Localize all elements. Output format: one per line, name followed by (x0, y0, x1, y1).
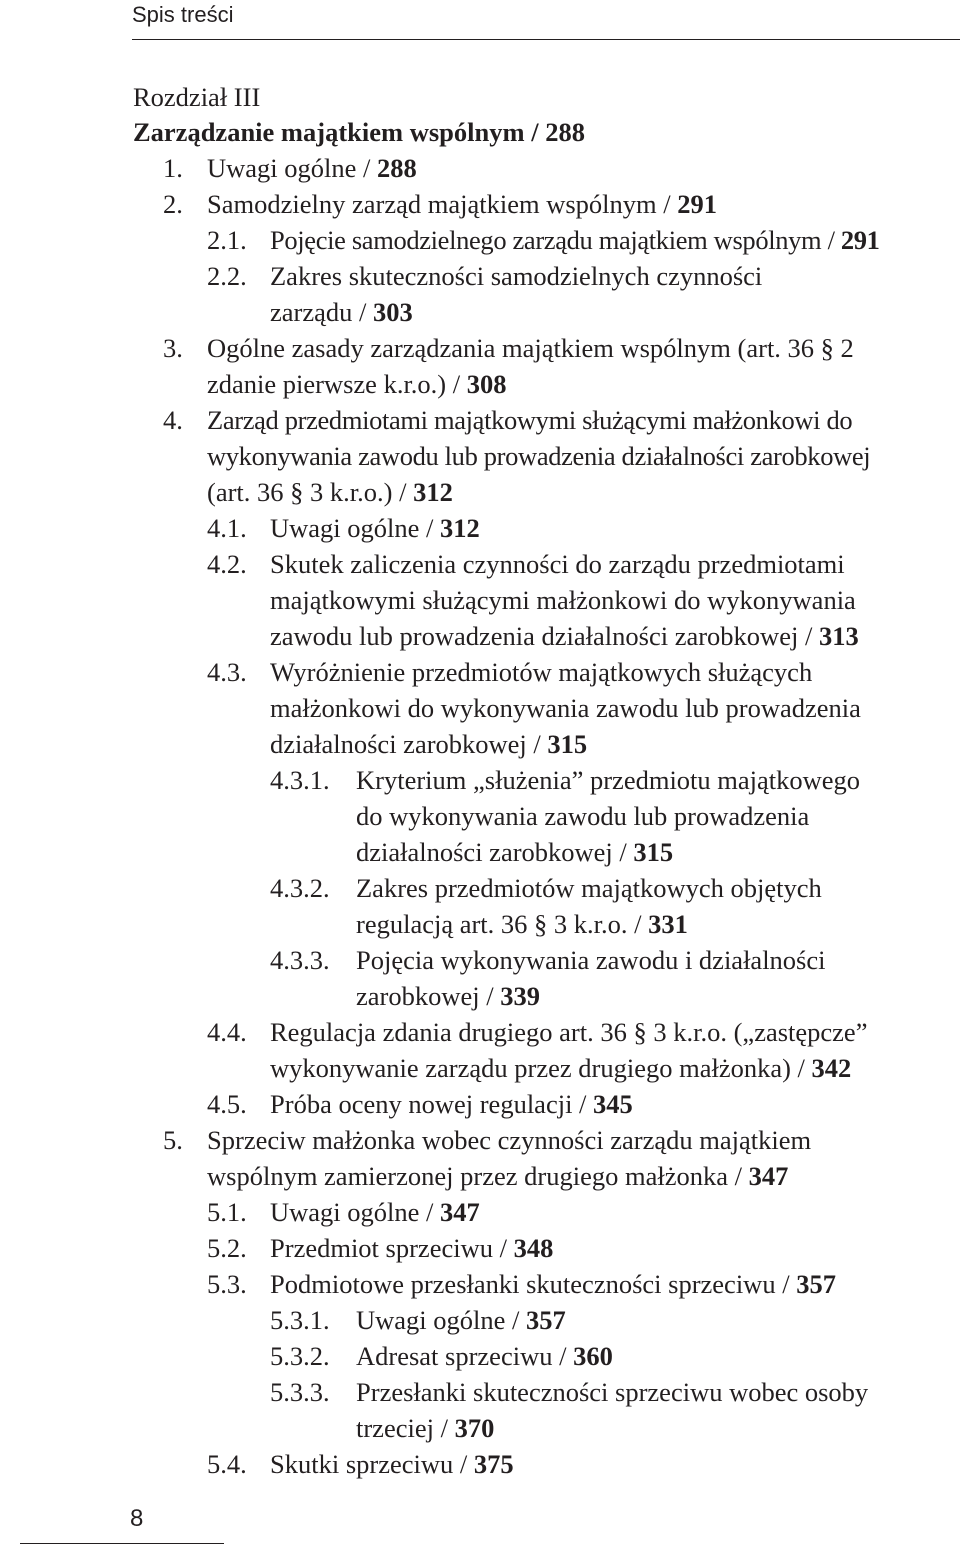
toc-text (356, 1338, 613, 1374)
toc-title: Samodzielny zarząd majątkiem wspólnym / (207, 189, 678, 219)
toc-page: 357 (526, 1305, 566, 1335)
toc-text: Wyróżnienie przedmiotów majątkowych służących (270, 657, 813, 687)
toc-number: 5.3.2. (270, 1341, 330, 1371)
toc-text (207, 366, 507, 402)
toc-page: 360 (573, 1341, 613, 1371)
toc-number: 4.1. (207, 513, 247, 543)
footer-rule (20, 1543, 224, 1544)
toc-text (270, 1266, 836, 1302)
toc-page: 375 (473, 1449, 514, 1479)
toc-text (270, 1050, 851, 1086)
toc-number: 5.3.1. (270, 1305, 330, 1335)
toc-page: 331 (648, 909, 688, 939)
toc-text (207, 474, 453, 510)
toc-page: 308 (466, 369, 507, 399)
toc-page: 342 (811, 1053, 852, 1083)
toc-number: 1. (163, 153, 183, 183)
toc-title: Uwagi ogólne / (270, 513, 441, 543)
chapter-title-sep: / (524, 117, 546, 147)
toc-number: 5.2. (207, 1233, 247, 1263)
toc-text: wykonywania zawodu lub prowadzenia działalności zarobkowej (207, 441, 871, 471)
toc-text: Kryterium „służenia” przedmiotu majątkowego (356, 765, 861, 795)
header-rule (132, 39, 960, 40)
toc-number: 4.3.3. (270, 945, 330, 975)
toc-title: działalności zarobkowej / (270, 729, 548, 759)
toc-text (270, 726, 587, 762)
toc-text: Regulacja zdania drugiego art. 36 § 3 k.r.o. („zastępcze” (270, 1017, 868, 1047)
toc-title: Uwagi ogólne / (270, 1197, 441, 1227)
toc-number: 5.1. (207, 1197, 247, 1227)
toc-text (270, 1230, 553, 1266)
toc-page: 312 (413, 477, 453, 507)
toc-title: Pojęcie samodzielnego zarządu majątkiem wspólnym / (270, 225, 841, 255)
toc-title: regulacją art. 36 § 3 k.r.o. / (356, 909, 649, 939)
toc-title: Adresat sprzeciwu / (356, 1341, 574, 1371)
chapter-page: 288 (545, 117, 585, 147)
toc-title: zarobkowej / (356, 981, 501, 1011)
toc-text: Zakres skuteczności samodzielnych czynności (270, 261, 763, 291)
toc-text (270, 222, 880, 258)
toc-number: 4. (163, 405, 183, 435)
toc-page: 347 (440, 1197, 480, 1227)
toc-page: 288 (377, 153, 417, 183)
chapter-title-text: Zarządzanie majątkiem wspólnym (133, 117, 525, 147)
toc-title: (art. 36 § 3 k.r.o.) / (207, 477, 414, 507)
toc-title: Podmiotowe przesłanki skuteczności sprzeciwu / (270, 1269, 797, 1299)
toc-text (356, 906, 688, 942)
toc-number: 4.2. (207, 549, 247, 579)
chapter-label: Rozdział III (133, 82, 261, 112)
toc-page: 315 (547, 729, 588, 759)
toc-text (356, 978, 540, 1014)
toc-page: 313 (818, 621, 859, 651)
running-header: Spis treści (132, 2, 234, 27)
toc-number: 4.5. (207, 1089, 247, 1119)
toc-page: 312 (440, 513, 480, 543)
toc-title: Próba oceny nowej regulacji / (270, 1089, 594, 1119)
toc-text: Zakres przedmiotów majątkowych objętych (356, 873, 822, 903)
toc-text (207, 186, 717, 222)
toc-text (356, 1410, 494, 1446)
page-number: 8 (130, 1505, 144, 1532)
toc-title: wspólnym zamierzonej przez drugiego małżonka / (207, 1161, 749, 1191)
chapter-title[interactable] (133, 114, 585, 150)
toc-text (356, 1302, 566, 1338)
toc-page: 303 (373, 297, 413, 327)
toc-number: 3. (163, 333, 183, 363)
toc-text: Ogólne zasady zarządzania majątkiem wspólnym (art. 36 § 2 (207, 333, 854, 363)
toc-text: do wykonywania zawodu lub prowadzenia (356, 801, 810, 831)
toc-text (270, 294, 413, 330)
toc-text: Przesłanki skuteczności sprzeciwu wobec osoby (356, 1377, 869, 1407)
toc-text (356, 834, 673, 870)
toc-title: trzeciej / (356, 1413, 455, 1443)
toc-text (270, 1194, 480, 1230)
toc-number: 2. (163, 189, 183, 219)
toc-title: Uwagi ogólne / (356, 1305, 527, 1335)
toc-title: Przedmiot sprzeciwu / (270, 1233, 514, 1263)
toc-title: zawodu lub prowadzenia działalności zarobkowej / (270, 621, 819, 651)
toc-number: 5.3.3. (270, 1377, 330, 1407)
toc-number: 2.2. (207, 261, 247, 291)
toc-page: 370 (454, 1413, 495, 1443)
toc-text (270, 618, 859, 654)
toc-text (270, 510, 480, 546)
toc-page: 345 (593, 1089, 633, 1119)
toc-text: Sprzeciw małżonka wobec czynności zarządu majątkiem (207, 1125, 812, 1155)
toc-title: zdanie pierwsze k.r.o.) / (207, 369, 467, 399)
toc-page: 357 (796, 1269, 836, 1299)
toc-title: Uwagi ogólne / (207, 153, 378, 183)
toc-text (270, 1446, 514, 1482)
toc-number: 4.4. (207, 1017, 247, 1047)
toc-text (207, 150, 417, 186)
toc-title: działalności zarobkowej / (356, 837, 634, 867)
toc-text (207, 1158, 788, 1194)
toc-title: Skutki sprzeciwu / (270, 1449, 474, 1479)
toc-text: Pojęcia wykonywania zawodu i działalności (356, 945, 826, 975)
toc-page: 315 (633, 837, 674, 867)
toc-text: majątkowymi służącymi małżonkowi do wykonywania (270, 585, 856, 615)
toc-page: 339 (500, 981, 540, 1011)
toc-text: małżonkowi do wykonywania zawodu lub prowadzenia (270, 693, 861, 723)
toc-number: 2.1. (207, 225, 247, 255)
toc-number: 4.3.2. (270, 873, 330, 903)
toc-page: 347 (748, 1161, 789, 1191)
toc-title: zarządu / (270, 297, 373, 327)
toc-title: wykonywanie zarządu przez drugiego małżonka) / (270, 1053, 812, 1083)
toc-text: Skutek zaliczenia czynności do zarządu przedmiotami (270, 549, 845, 579)
toc-text: Zarząd przedmiotami majątkowymi służącymi małżonkowi do (207, 405, 853, 435)
toc-text (270, 1086, 633, 1122)
toc-page: 291 (677, 189, 717, 219)
toc-number: 5.3. (207, 1269, 247, 1299)
toc-number: 4.3. (207, 657, 247, 687)
toc-page: 348 (513, 1233, 554, 1263)
toc-number: 5. (163, 1125, 183, 1155)
toc-number: 5.4. (207, 1449, 247, 1479)
toc-page: 291 (840, 225, 880, 255)
toc-number: 4.3.1. (270, 765, 330, 795)
